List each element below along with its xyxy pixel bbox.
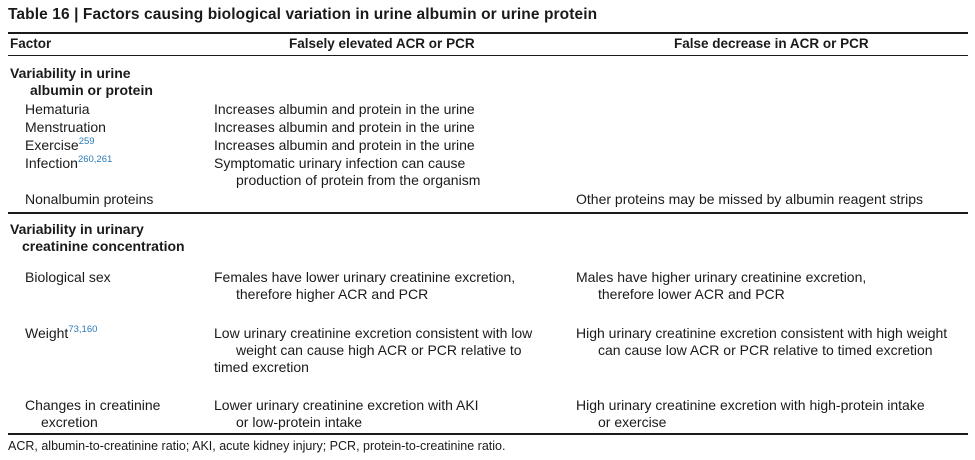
table-footnote: ACR, albumin-to-creatinine ratio; AKI, acute kidney injury; PCR, protein-to-creatinine ratio.: [8, 439, 506, 453]
factor-label: Infection: [25, 155, 78, 171]
factor-label: Weight: [25, 325, 69, 341]
factor-hematuria: Hematuria: [25, 101, 90, 117]
cell-line: Symptomatic urinary infection can cause: [214, 155, 466, 171]
factor-changes-in-creatinine-excretion: [25, 397, 160, 431]
factor-exercise: [25, 137, 95, 154]
cell-line: Males have higher urinary creatinine excretion,: [576, 269, 867, 285]
elevated-exercise: Increases albumin and protein in the urine: [214, 137, 475, 153]
section-rule: [8, 212, 968, 214]
cell-line: High urinary creatinine excretion consistent with high weight: [576, 325, 948, 341]
factor-weight: [25, 325, 97, 342]
elevated-changes-in-creatinine: [214, 397, 479, 431]
header-factor: Factor: [10, 36, 52, 51]
cell-line: Females have lower urinary creatinine excretion,: [214, 269, 516, 285]
cell-line: Low urinary creatinine excretion consistent with low: [214, 325, 533, 341]
cell-line: therefore lower ACR and PCR: [598, 286, 785, 302]
reference-superscript: 73,160: [68, 324, 98, 335]
header-falsely-elevated: Falsely elevated ACR or PCR: [289, 36, 475, 51]
header-false-decrease: False decrease in ACR or PCR: [674, 36, 869, 51]
cell-line: or exercise: [598, 414, 667, 430]
decrease-weight: [576, 325, 947, 359]
cell-line: timed excretion: [214, 359, 309, 375]
section-heading-line: creatinine concentration: [22, 238, 185, 254]
section-heading-line: Variability in urinary: [10, 221, 144, 237]
cell-line: excretion: [41, 414, 98, 430]
cell-line: weight can cause high ACR or PCR relative to: [236, 342, 522, 358]
elevated-infection: [214, 155, 480, 189]
section-heading-urinary-creatinine: [10, 221, 185, 255]
factor-infection: [25, 155, 112, 172]
factor-label: Exercise: [25, 137, 79, 153]
cell-line: High urinary creatinine excretion with high-protein intake: [576, 397, 925, 413]
factor-biological-sex: Biological sex: [25, 269, 111, 285]
factor-menstruation: Menstruation: [25, 119, 106, 135]
cell-line: or low-protein intake: [236, 414, 363, 430]
decrease-biological-sex: [576, 269, 866, 303]
elevated-weight: [214, 325, 532, 376]
table-title: Table 16 | Factors causing biological variation in urine albumin or urine protein: [8, 6, 598, 23]
top-rule: [8, 32, 968, 34]
header-rule: [8, 55, 968, 56]
reference-superscript: 260,261: [77, 154, 113, 165]
section-heading-line: Variability in urine: [10, 65, 131, 81]
bottom-rule: [8, 433, 968, 435]
elevated-biological-sex: [214, 269, 515, 303]
elevated-menstruation: Increases albumin and protein in the urine: [214, 119, 475, 135]
cell-line: can cause low ACR or PCR relative to timed excretion: [598, 342, 933, 358]
elevated-hematuria: Increases albumin and protein in the urine: [214, 101, 475, 117]
cell-line: Lower urinary creatinine excretion with AKI: [214, 397, 479, 413]
cell-line: therefore higher ACR and PCR: [236, 286, 429, 302]
factor-nonalbumin-proteins: Nonalbumin proteins: [25, 191, 154, 207]
cell-line: Changes in creatinine: [25, 397, 161, 413]
cell-line: production of protein from the organism: [236, 172, 481, 188]
reference-superscript: 259: [78, 136, 95, 147]
section-heading-line: albumin or protein: [30, 82, 153, 98]
decrease-changes-in-creatinine: [576, 397, 925, 431]
section-heading-urine-albumin: [10, 65, 153, 99]
decrease-nonalbumin-proteins: Other proteins may be missed by albumin reagent strips: [576, 191, 924, 207]
